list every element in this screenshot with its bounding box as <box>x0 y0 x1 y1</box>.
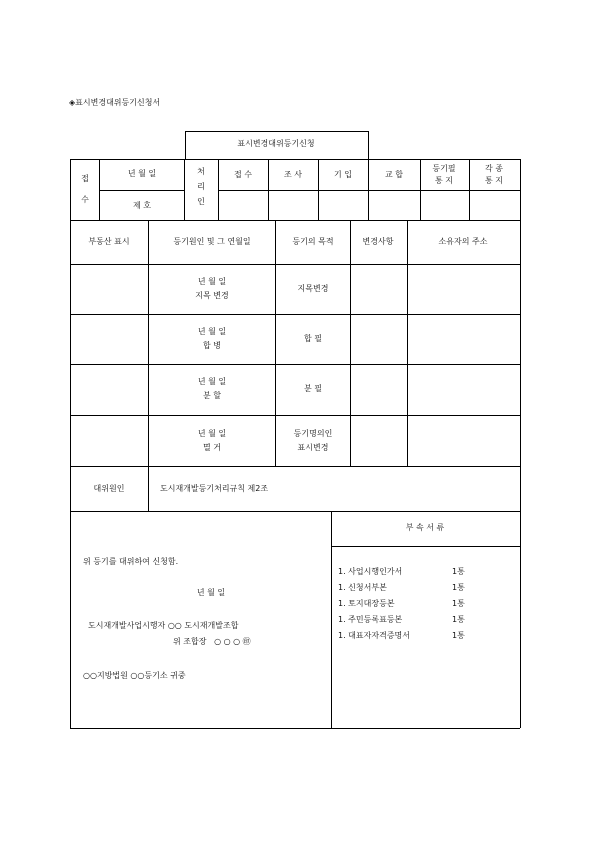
form-title: ◈표시변경대위등기신청서 <box>69 98 161 107</box>
header-purpose: 등기의 목적 <box>292 237 334 246</box>
list-item: 1. 대표자자격증명서 <box>338 631 410 640</box>
representative-seal-marks: ○ ○ ○ ㊞ <box>214 637 251 646</box>
list-item: 1. 주민등록표등본 <box>338 615 403 624</box>
row-purpose: 지목변경 <box>297 284 329 293</box>
header-change: 변경사항 <box>362 237 394 246</box>
col-receipt: 접 수 <box>234 170 252 179</box>
header-owner-address: 소유자의 주소 <box>438 237 488 246</box>
row-purpose: 분 필 <box>304 384 322 393</box>
list-item-qty: 1통 <box>452 599 465 608</box>
row-cause: 합 병 <box>203 341 221 350</box>
subrogation-label: 대위원인 <box>93 484 125 493</box>
applicant-line2 <box>173 638 251 646</box>
row-purpose: 합 필 <box>304 334 322 343</box>
list-item-qty: 1통 <box>452 583 465 592</box>
row-cause: 지목 변경 <box>195 291 229 300</box>
row-date: 년 월 일 <box>197 327 227 336</box>
row-date: 년 월 일 <box>197 377 227 386</box>
court-registry: ○○지방법원 ○○등기소 귀중 <box>83 671 186 680</box>
attachments-title: 부 속 서 류 <box>405 523 445 532</box>
receipt-date-label: 년 월 일 <box>127 169 157 178</box>
list-item: 1. 토지대장등본 <box>338 599 395 608</box>
row-cause: 멸 거 <box>203 443 221 452</box>
applicant-date: 년 월 일 <box>196 588 226 597</box>
list-item: 1. 신청서부본 <box>338 583 387 592</box>
header-box-title: 표시변경대위등기신청 <box>237 139 315 148</box>
list-item-qty: 1통 <box>452 615 465 624</box>
row-date: 년 월 일 <box>197 277 227 286</box>
receipt-number-label: 제 호 <box>133 201 151 210</box>
applicant-statement: 위 등기를 대위하여 신청함. <box>83 557 179 566</box>
col-review: 조 사 <box>284 170 302 179</box>
col-entry: 기 입 <box>334 170 352 179</box>
list-item-qty: 1통 <box>452 631 465 640</box>
list-item-qty: 1통 <box>452 567 465 576</box>
representative-label: 위 조합장 <box>173 637 207 646</box>
header-cause: 등기원인 및 그 연월일 <box>173 237 251 246</box>
row-purpose: 등기명의인 <box>293 429 333 438</box>
row-purpose-line2: 표시변경 <box>297 443 329 452</box>
row-cause: 분 할 <box>203 391 221 400</box>
subrogation-value: 도시재개발등기처리규칙 제2조 <box>160 484 269 493</box>
applicant-line1: 도시재개발사업시행자 ○○ 도시재개발조합 <box>88 621 239 630</box>
header-property: 부동산 표시 <box>88 237 130 246</box>
list-item: 1. 사업시행인가서 <box>338 567 403 576</box>
col-check: 교 합 <box>385 170 403 179</box>
row-date: 년 월 일 <box>197 429 227 438</box>
